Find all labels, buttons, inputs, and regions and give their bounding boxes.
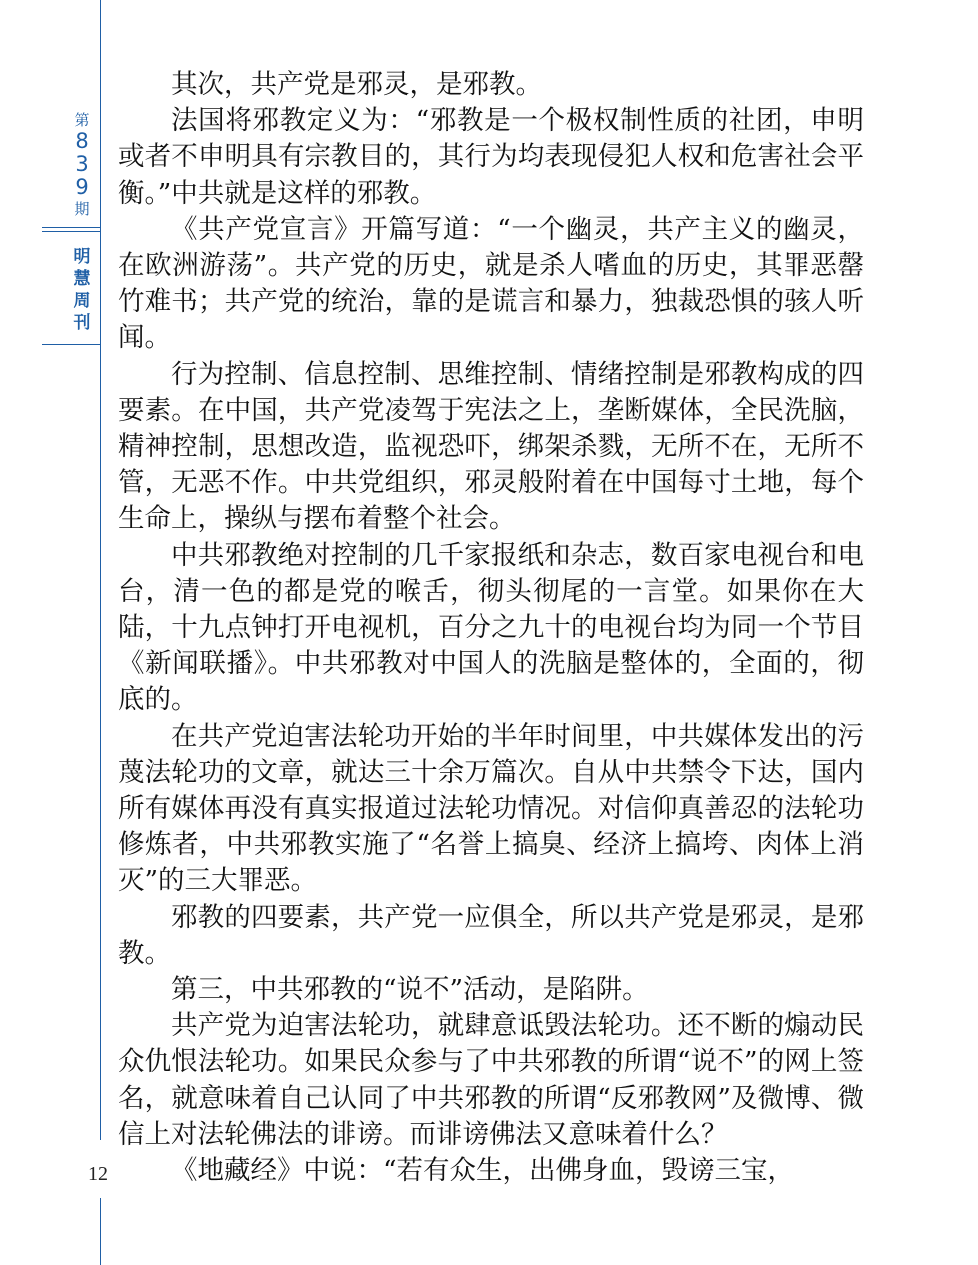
issue-suffix: 期 (74, 200, 90, 218)
paragraph: 法国将邪教定义为：“邪教是一个极权制性质的社团，申明或者不申明具有宗教目的，其行为均表现侵犯人权和危害社会平衡。”中共就是这样的邪教。 (118, 105, 864, 209)
magazine-title-char: 慧 (73, 269, 91, 289)
paragraph: 《共产党宣言》开篇写道：“一个幽灵，共产主义的幽灵，在欧洲游荡”。共产党的历史，就是杀人嗜血的历史，其罪恶罄竹难书；共产党的统治，靠的是谎言和暴力，独裁恐惧的骇人听闻。 (118, 213, 864, 354)
paragraph: 第三，中共邪教的“说不”活动，是陷阱。 (171, 974, 649, 1006)
issue-digit: 9 (75, 175, 89, 199)
paragraph: 行为控制、信息控制、思维控制、情绪控制是邪教构成的四要素。在中国，共产党凌驾于宪法之上，垄断媒体，全民洗脑，精神控制，思想改造，监视恐吓，绑架杀戮，无所不在，无所不管，无恶不作。中共党组织，邪灵般附着在中国每寸土地，每个生命上，操纵与摆布着整个社会。 (118, 358, 864, 535)
magazine-title-char: 明 (73, 247, 91, 267)
paragraph: 共产党为迫害法轮功，就肆意诋毁法轮功。还不断的煽动民众仇恨法轮功。如果民众参与了中共邪教的所谓“说不”的网上签名，就意味着自己认同了中共邪教的所谓“反邪教网”及微博、微信上对法轮佛法的诽谤。而诽谤佛法又意味着什么？ (118, 1010, 864, 1150)
article-body (118, 67, 864, 1189)
sidebar-divider-bottom (42, 344, 101, 345)
issue-digit: 8 (75, 129, 89, 153)
sidebar-divider-top-double (42, 231, 101, 232)
issue-digit: 3 (75, 152, 89, 176)
issue-prefix: 第 (74, 111, 90, 129)
page-number: 12 (88, 1163, 108, 1185)
paragraph: 在共产党迫害法轮功开始的半年时间里，中共媒体发出的污蔑法轮功的文章，就达三十余万篇次。自从中共禁令下达，国内所有媒体再没有真实报道过法轮功情况。对信仰真善忍的法轮功修炼者，中共邪教实施了“名誉上搞臭、经济上搞垮、肉体上消灭”的三大罪恶。 (118, 720, 864, 897)
paragraph: 《地藏经》中说：“若有众生，出佛身血，毁谤三宝， (171, 1155, 795, 1187)
paragraph: 其次，共产党是邪灵，是邪教。 (171, 69, 542, 100)
paragraph: 邪教的四要素，共产党一应俱全，所以共产党是邪灵，是邪教。 (118, 901, 864, 969)
paragraph: 中共邪教绝对控制的几千家报纸和杂志，数百家电视台和电台，清一色的都是党的喉舌，彻头彻尾的一言堂。如果你在大陆，十九点钟打开电视机，百分之九十的电视台均为同一个节目《新闻联播》。中共邪教对中国人的洗脑是整体的，全面的，彻底的。 (118, 539, 864, 716)
sidebar-vertical-rule-lower (100, 1198, 101, 1265)
magazine-title (62, 246, 102, 334)
magazine-title-char: 刊 (73, 313, 91, 333)
issue-number (62, 110, 102, 219)
magazine-title-char: 周 (73, 291, 91, 311)
sidebar-divider-top (42, 227, 101, 228)
